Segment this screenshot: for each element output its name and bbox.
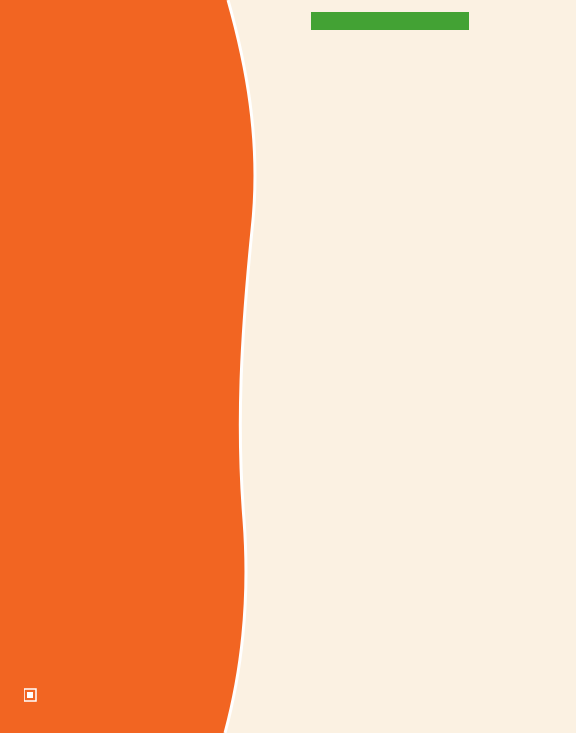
paragraph-5-line-3	[251, 553, 255, 568]
section-banner	[311, 12, 469, 30]
paragraph-5	[251, 524, 255, 582]
paragraph-5-line-2	[251, 539, 255, 554]
honigbaum-logo	[24, 22, 136, 74]
paragraph-5-line-1	[251, 524, 255, 539]
erol-logo	[24, 688, 114, 704]
paragraph-5-line-4	[251, 568, 255, 583]
